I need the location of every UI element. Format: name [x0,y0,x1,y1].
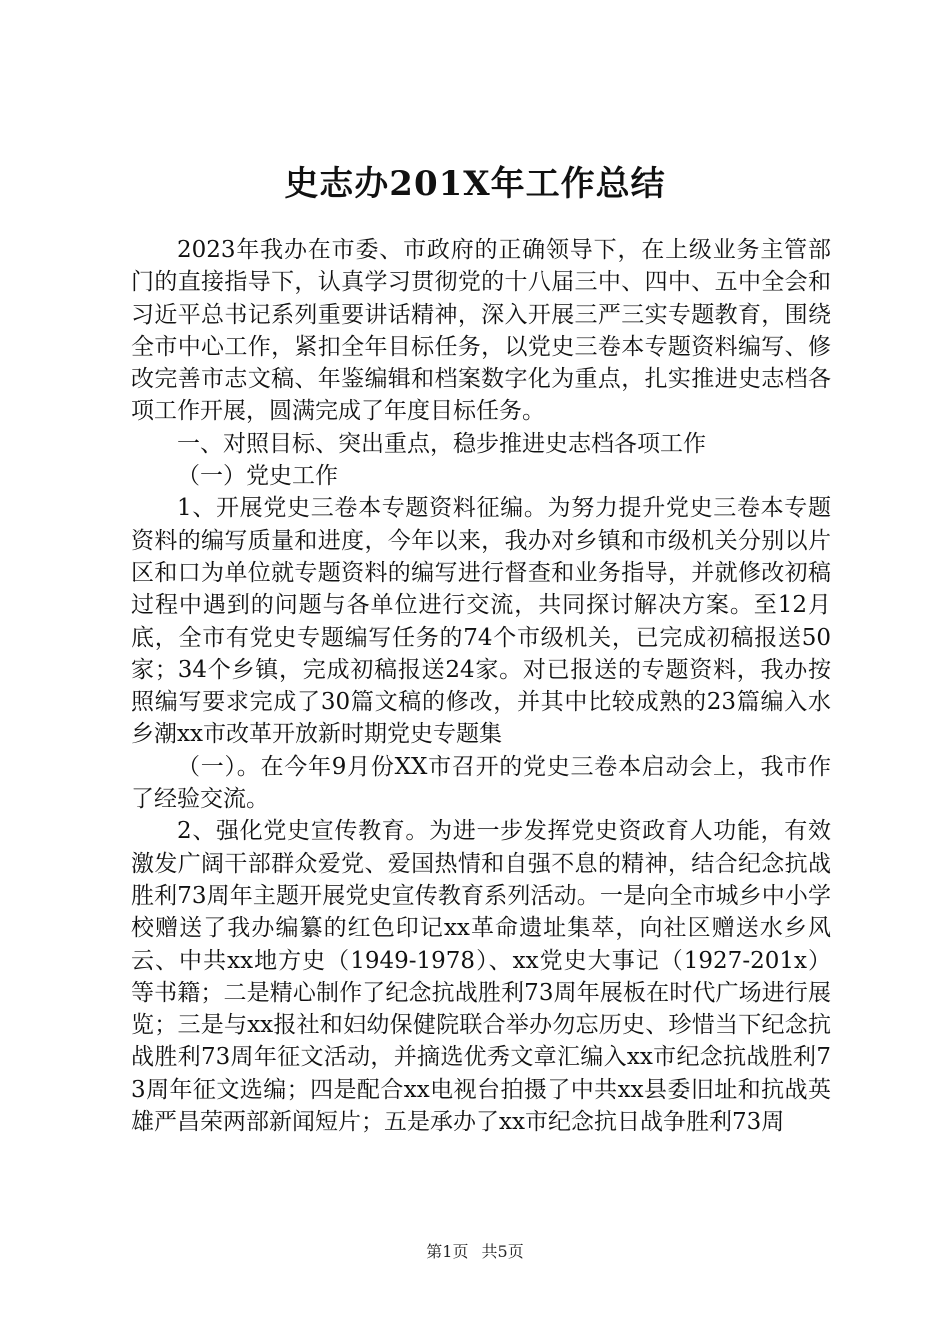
page-number: 第1页 [426,1242,469,1261]
document-title: 史志办201X年工作总结 [284,164,666,204]
page-footer [0,1240,950,1264]
page-total: 共5页 [481,1242,524,1261]
subsection-heading: （一）党史工作 [177,463,338,490]
intro-paragraph: 2023年我办在市委、市政府的正确领导下，在上级业务主管部门的直接指导下，认真学习贯彻党的十八届三中、四中、五中全会和习近平总书记系列重要讲话精神，深入开展三严三实专题教育，围绕全市中心工作，紧扣全年目标任务，以党史三卷本专题资料编写、修改完善市志文稿、年鉴编辑和档案数字化为重点，扎实推进史志档各项工作开展，圆满完成了年度目标任务。 [131,237,831,425]
body-paragraph: （一）。在今年9月份XX市召开的党史三卷本启动会上，我市作了经验交流。 [131,753,831,813]
body-paragraph: 1、开展党史三卷本专题资料征编。为努力提升党史三卷本专题资料的编写质量和进度，今年以来，我办对乡镇和市级机关分别以片区和口为单位就专题资料的编写进行督查和业务指导，并就修改初稿过程中遇到的问题与各单位进行交流，共同探讨解决方案。至12月底，全市有党史专题编写任务的74个市级机关，已完成初稿报送50家；34个乡镇，完成初稿报送24家。对已报送的专题资料，我办按照编写要求完成了30篇文稿的修改，并其中比较成熟的23篇编入水乡潮xx市改革开放新时期党史专题集 [131,495,831,748]
body-paragraph: 2、强化党史宣传教育。为进一步发挥党史资政育人功能，有效激发广阔干部群众爱党、爱国热情和自强不息的精神，结合纪念抗战胜利73周年主题开展党史宣传教育系列活动。一是向全市城乡中小学校赠送了我办编纂的红色印记xx革命遗址集萃，向社区赠送水乡风云、中共xx地方史（1949-1978）、xx党史大事记（1927-201x）等书籍；二是精心制作了纪念抗战胜利73周年展板在时代广场进行展览；三是与xx报社和妇幼保健院联合举办勿忘历史、珍惜当下纪念抗战胜利73周年征文活动，并摘选优秀文章汇编入xx市纪念抗战胜利73周年征文选编；四是配合xx电视台拍摄了中共xx县委旧址和抗战英雄严昌荣两部新闻短片；五是承办了xx市纪念抗日战争胜利73周 [131,818,831,1136]
section-heading: 一、对照目标、突出重点，稳步推进史志档各项工作 [177,430,706,457]
document-body [131,234,831,1138]
